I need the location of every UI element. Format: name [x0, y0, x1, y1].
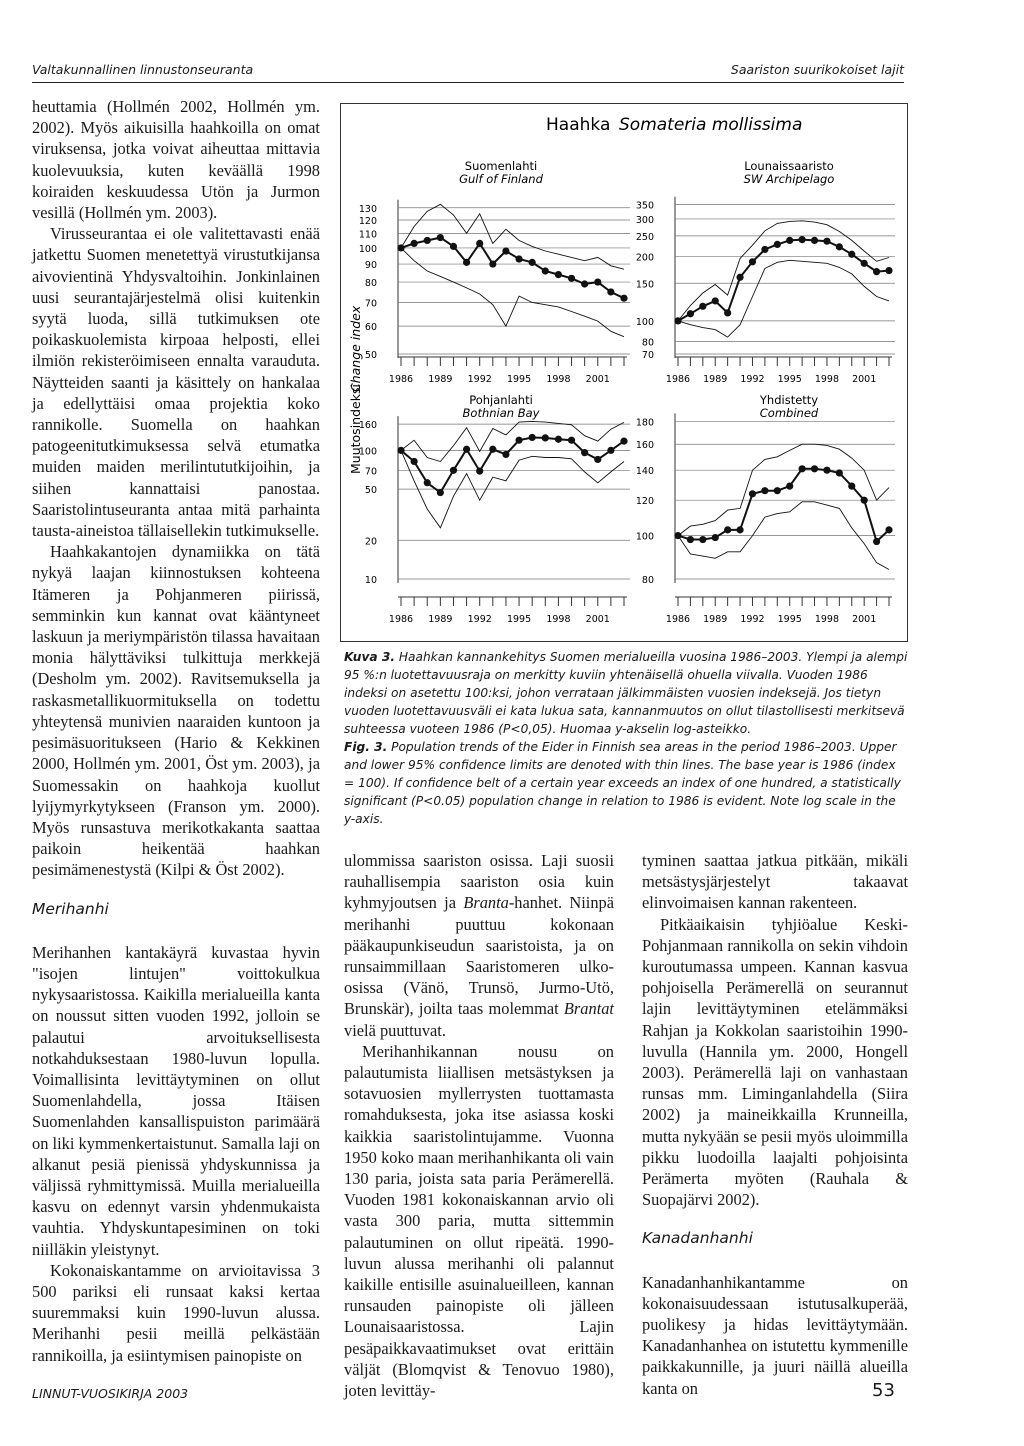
paragraph: Kanadanhanhikantamme on kokonaisuudessaan istutusalkuperää, puolikesy ja hidas levittäytymään. Kanadanhanhea on istutettu kymmenille paikkakunnille, ja juuri näillä alueilla kanta on — [642, 1272, 908, 1398]
x-tick-label: 2001 — [852, 374, 877, 385]
data-point — [873, 538, 880, 545]
data-point — [885, 267, 892, 274]
data-point — [607, 447, 614, 454]
data-point — [594, 278, 601, 285]
y-tick-label: 150 — [635, 279, 654, 291]
data-point — [424, 237, 431, 244]
series-line-upper — [678, 444, 889, 535]
data-point — [594, 456, 601, 463]
y-tick-label: 80 — [641, 575, 654, 586]
data-point — [542, 267, 549, 274]
figure-caption — [344, 648, 908, 828]
y-tick-label: 50 — [364, 350, 377, 361]
panel-subtitle: Gulf of Finland — [459, 172, 543, 186]
text-run: ulommissa saariston osissa. Laji suosii rauhallisempia saariston osia kuin kyhmyjoutsen ja — [344, 851, 614, 913]
y-tick-label: 100 — [358, 446, 377, 458]
data-point — [774, 487, 781, 494]
paragraph: tyminen saattaa jatkua pitkään, mikäli metsästysjärjestelyt takaavat elinvoimaisen kannan rakenteen. — [642, 851, 908, 913]
y-tick-label: 70 — [364, 466, 377, 478]
panel-title: Suomenlahti — [464, 159, 538, 173]
data-point — [581, 280, 588, 287]
chart-panel-1 — [359, 159, 630, 385]
figure-title: Haahka — [546, 115, 611, 135]
x-tick-label: 1989 — [428, 374, 453, 385]
y-tick-label: 250 — [635, 231, 654, 243]
data-point — [823, 238, 830, 245]
data-point — [607, 288, 614, 295]
x-tick-label: 1986 — [388, 374, 414, 385]
data-point — [620, 438, 627, 445]
y-tick-label: 130 — [358, 203, 377, 215]
caption-en-label: Fig. 3. — [344, 740, 388, 754]
running-header-left: Valtakunnallinen linnustonseuranta — [32, 62, 254, 77]
running-header-right: Saariston suurikokoiset lajit — [730, 62, 904, 77]
data-point — [476, 467, 483, 474]
y-tick-label: 80 — [641, 337, 654, 349]
caption-en-text: Population trends of the Eider in Finnish sea areas in the period 1986–2003. Upper and lower 95% confidence limits are denoted with thin lines. The base year is 1986 (index = 100). If confidence belt of a certain year exceeds an index of one hundred, a statistically significant (P<0.05) population change in relation to 1986 is evident. Note log scale in the y-axis. — [344, 740, 901, 826]
y-tick-label: 350 — [635, 200, 654, 212]
data-point — [529, 434, 536, 441]
data-point — [799, 465, 806, 472]
y-tick-label: 160 — [358, 420, 377, 432]
y-axis-title-en: Change index — [348, 305, 363, 392]
data-point — [761, 487, 768, 494]
series-line-index — [401, 438, 624, 493]
x-tick-label: 1986 — [388, 614, 414, 625]
footer-journal: LINNUT-VUOSIKIRJA 2003 — [32, 1386, 189, 1401]
data-point — [411, 240, 418, 247]
section-heading-kanadanhanhi: Kanadanhanhi — [642, 1229, 753, 1248]
data-point — [736, 526, 743, 533]
series-line-index — [678, 240, 889, 321]
data-point — [774, 241, 781, 248]
x-tick-label: 1992 — [467, 614, 492, 625]
data-point — [463, 259, 470, 266]
series-line-lower — [401, 248, 624, 337]
panel-title: Lounaissaaristo — [744, 159, 834, 173]
y-tick-label: 160 — [635, 440, 654, 452]
data-point — [515, 255, 522, 262]
x-tick-label: 1992 — [740, 374, 765, 385]
x-tick-label: 1995 — [777, 374, 802, 385]
data-point — [699, 303, 706, 310]
x-tick-label: 1989 — [703, 374, 728, 385]
data-point — [489, 446, 496, 453]
y-tick-label: 70 — [641, 350, 654, 361]
data-point — [489, 260, 496, 267]
x-tick-label: 1998 — [814, 374, 840, 385]
data-point — [476, 240, 483, 247]
text-italic: Branta — [463, 893, 509, 913]
data-point — [848, 251, 855, 258]
text-column-2 — [344, 850, 614, 1401]
chart-panels — [359, 159, 895, 625]
caption-fi-text: Haahkan kannankehitys Suomen merialueilla vuosina 1986–2003. Ylempi ja alempi 95 %:n luotettavuusraja on merkitty kuviin yhtenäisellä ohuella viivalla. Vuoden 1986 indeksi on asetettu 100:ksi, johon verrataan jälkimmäisten vuosien indeksejä. Jos tietyn vuoden luotettavuusväli ei kata lukua sata, kannanmuutos on ollut tilastollisesti merkitsevä suhteessa vuoteen 1986 (P<0,05). Huomaa y-akselin log-asteikko. — [344, 650, 908, 736]
data-point — [529, 259, 536, 266]
data-point — [823, 467, 830, 474]
data-point — [555, 436, 562, 443]
x-tick-label: 2001 — [585, 374, 610, 385]
data-point — [736, 274, 743, 281]
x-tick-label: 1986 — [665, 614, 691, 625]
data-point — [568, 275, 575, 282]
data-point — [411, 458, 418, 465]
paragraph: Virusseurantaa ei ole valitettavasti enää jatkettu Suomen menetettyä virustutkijansa aivovientinä Yhdysvaltoihin. Jonkinlainen uusi seurantajärjestelmä olisi kuitenkin syytä luoda, sillä tutkimuksen ote poikaskuolemista kirpoaa helposti, ellei ilmiön rekisteröimiseen ennalta varauduta. Näytteiden saanti ja käsittely on hankalaa ja edellyttäisi omaa projektia koko rannikolle. Suomella on haahkan patogeenitutkimuksessa selvä etumatka muiden maiden merilintututkijoihin, ja siihen kannattaisi panostaa. Saaristolintuseuranta antaa mitä parhainta tausta-aineistoa tällaisellekin tutkimukselle. — [32, 224, 320, 541]
chart-panel-4 — [636, 393, 895, 625]
paragraph: Pitkäaikaisin tyhjiöalue Keski-Pohjanmaan rannikolla on sekin vihdoin kuroutumassa umpeen. Kannan kasvua pohjoisella Perämerellä on seurannut lajin levittäytyminen etelämmäksi Rahjan ja Kokkolan saaristoihin 1990-luvulla (Hannila ym. 2000, Hongell 2003). Perämerellä laji on vanhastaan runsas mm. Liminganlahdella (Siira 2002) ja maineikkailla Krunneilla, mutta nykyään se pesii myös uloimmilla pikku luodoilla laajalti pohjoisinta Perämerta myöten (Rauhala & Suopajärvi 2002). — [642, 914, 908, 1210]
panel-subtitle: Bothnian Bay — [462, 406, 540, 420]
figure-title-scientific: Somateria mollissima — [619, 115, 803, 135]
data-point — [463, 446, 470, 453]
paragraph: Kokonaiskantamme on arvioitavissa 3 500 pariksi eli runsaat kaksi kertaa suuremmaksi kuin 1990-luvun alussa. Merihanhi pesii meillä pelkästään rannikoilla, ja esiintymisen painopiste on — [32, 1260, 320, 1365]
series-line-index — [678, 469, 889, 542]
y-tick-label: 20 — [364, 536, 377, 548]
y-tick-label: 180 — [635, 417, 654, 429]
x-tick-label: 1995 — [506, 614, 532, 625]
data-point — [515, 437, 522, 444]
data-point — [811, 237, 818, 244]
y-tick-label: 50 — [364, 485, 377, 497]
y-tick-label: 110 — [358, 229, 377, 241]
data-point — [786, 483, 793, 490]
data-point — [568, 437, 575, 444]
section-heading-merihanhi: Merihanhi — [32, 899, 109, 918]
header-rule — [32, 82, 904, 83]
x-tick-label: 1995 — [506, 374, 532, 385]
data-point — [450, 467, 457, 474]
data-point — [836, 469, 843, 476]
y-tick-label: 60 — [364, 322, 377, 334]
panel-title: Yhdistetty — [759, 393, 819, 407]
y-tick-label: 200 — [635, 252, 654, 264]
data-point — [712, 534, 719, 541]
y-tick-label: 100 — [635, 316, 654, 328]
x-tick-label: 2001 — [585, 614, 610, 625]
data-point — [502, 247, 509, 254]
data-point — [885, 526, 892, 533]
data-point — [424, 479, 431, 486]
chart-panel-3 — [359, 393, 630, 625]
y-tick-label: 120 — [635, 496, 654, 508]
page-number: 53 — [872, 1380, 895, 1401]
panel-subtitle: Combined — [759, 406, 819, 420]
caption-fi-label: Kuva 3. — [344, 650, 395, 664]
data-point — [761, 246, 768, 253]
data-point — [437, 489, 444, 496]
y-tick-label: 120 — [358, 216, 377, 228]
data-point — [861, 260, 868, 267]
caption-en — [344, 738, 908, 828]
data-point — [437, 234, 444, 241]
data-point — [848, 483, 855, 490]
series-line-upper — [401, 204, 624, 269]
x-tick-label: 1998 — [546, 374, 571, 385]
data-point — [836, 243, 843, 250]
data-point — [450, 243, 457, 250]
y-tick-label: 90 — [364, 260, 377, 272]
x-tick-label: 1998 — [546, 614, 571, 625]
data-point — [687, 536, 694, 543]
data-point — [861, 497, 868, 504]
y-tick-label: 140 — [635, 466, 654, 478]
x-tick-label: 1992 — [467, 374, 492, 385]
series-line-index — [401, 238, 624, 299]
data-point — [502, 451, 509, 458]
x-tick-label: 1992 — [740, 614, 765, 625]
paragraph: Merihanhikannan nousu on palautumista liiallisen metsästyksen ja sotavuosien myllerrysten tuottamasta romahduksesta, joka itse asiassa koski kaikkia saaristolintujamme. Vuonna 1950 koko maan merihanhikanta oli vain 130 paria, joista sata paria Perämerellä. Vuoden 1981 kokonaiskannan arvio oli vasta 300 paria, mutta sittemmin palautuminen on ollut ripeätä. 1990-luvun alussa merihanhi oli palannut kaikille entisille asuinalueilleen, kannan runsauden painopiste oli jälleen Lounaisaaristossa. Lajin pesäpaikkavaatimukset ovat erittäin väljät (Blomqvist & Tenovuo 1980), joten levittäy- — [344, 1041, 614, 1401]
text-run: -hanhet. Niinpä merihanhi puuttuu kokonaan pääkaupunkiseudun saaristoista, ja on runsaimmillaan Saaristomeren ulko-osissa (Vänö, Trunsö, Jurmo-Utö, Brunskär), joilta taas molemmat — [344, 893, 614, 1019]
text-column-1 — [32, 96, 320, 1366]
text-column-3 — [642, 850, 908, 1399]
eider-trend-figure — [341, 104, 907, 641]
data-point — [712, 297, 719, 304]
data-point — [581, 449, 588, 456]
x-tick-label: 1986 — [665, 374, 691, 385]
y-axis-title-fi: Muutosindeksi — [348, 384, 363, 474]
data-point — [687, 310, 694, 317]
text-run: vielä puuttuvat. — [344, 1020, 446, 1040]
data-point — [749, 490, 756, 497]
chart-panel-2 — [636, 159, 895, 385]
paragraph: Merihanhen kantakäyrä kuvastaa hyvin "isojen lintujen" voittokulkua nykysaaristossa. Kaikilla merialueilla kanta on noussut sitten vuoden 1992, jolloin se palautui arvoituksellisesta notkahduksestaan 1980-luvun lopulla. Voimallisinta levittäytyminen on ollut Suomenlahdella, jossa Itäisen Suomenlahden kansallispuiston parimäärä on liki kymmenkertaistunut. Samalla laji on alkanut pesiä pienissä yhdyskunnissa ja väljissä ryhmittymissä. Muilla merialueilla kasvu on edennyt varsin yhdenmukaista vauhtia. Yhdyskuntapesiminen on toki niilläkin yleistynyt. — [32, 942, 320, 1259]
x-tick-label: 1989 — [703, 614, 728, 625]
series-line-lower — [678, 260, 889, 337]
x-tick-label: 1989 — [428, 614, 453, 625]
data-point — [724, 309, 731, 316]
data-point — [724, 526, 731, 533]
y-tick-label: 100 — [635, 531, 654, 543]
panel-title: Pohjanlahti — [469, 393, 533, 407]
y-tick-label: 10 — [364, 575, 377, 586]
paragraph: heuttamia (Hollmén 2002, Hollmén ym. 2002). Myös aikuisilla haahkoilla on omat viruksensa, jotka voivat aiheuttaa mittavia kuolevuuksia, kuten keväällä 1998 koiraiden keskuudessa Utön ja Jurmon vesillä (Hollmén ym. 2003). — [32, 97, 320, 223]
data-point — [542, 434, 549, 441]
data-point — [786, 237, 793, 244]
data-point — [799, 236, 806, 243]
data-point — [873, 268, 880, 275]
y-tick-label: 100 — [358, 243, 377, 255]
y-tick-label: 300 — [635, 214, 654, 226]
data-point — [555, 271, 562, 278]
panel-subtitle: SW Archipelago — [743, 172, 835, 186]
x-tick-label: 1995 — [777, 614, 802, 625]
x-tick-label: 2001 — [852, 614, 877, 625]
paragraph: Haahkakantojen dynamiikka on tätä nykyä laajan kiinnostuksen kohteena Itämeren ja Pohjanmeren piirissä, semminkin kun kannat ovat kääntyneet laskuun ja meriympäristön tilassa havaitaan monia hälyttäviksi tulkittuja merkkejä (Desholm ym. 2002). Ravitsemuksella ja raskasmetallikuormituksella on todettu yhteytensä munivien naaraiden kuntoon ja pesimäsuoritukseen (Hario & Kekkinen 2000, Hollmén ym. 2001, Öst ym. 2003), ja Suomessakin on haahkoja kuollut lyijymyrkytykseen (Franson ym. 2000). Myös runsastuva merikotkakanta saattaa paikoin heikentää haahkan pesimämenestystä (Kilpi & Öst 2002). — [32, 542, 320, 880]
x-tick-label: 1998 — [814, 614, 840, 625]
y-tick-label: 70 — [364, 298, 377, 310]
paragraph — [344, 850, 614, 1041]
data-point — [811, 465, 818, 472]
text-italic: Brantat — [563, 999, 614, 1019]
data-point — [699, 536, 706, 543]
data-point — [749, 258, 756, 265]
data-point — [620, 295, 627, 302]
y-tick-label: 80 — [364, 278, 377, 290]
caption-fi — [344, 648, 908, 738]
figure-frame — [340, 103, 908, 642]
